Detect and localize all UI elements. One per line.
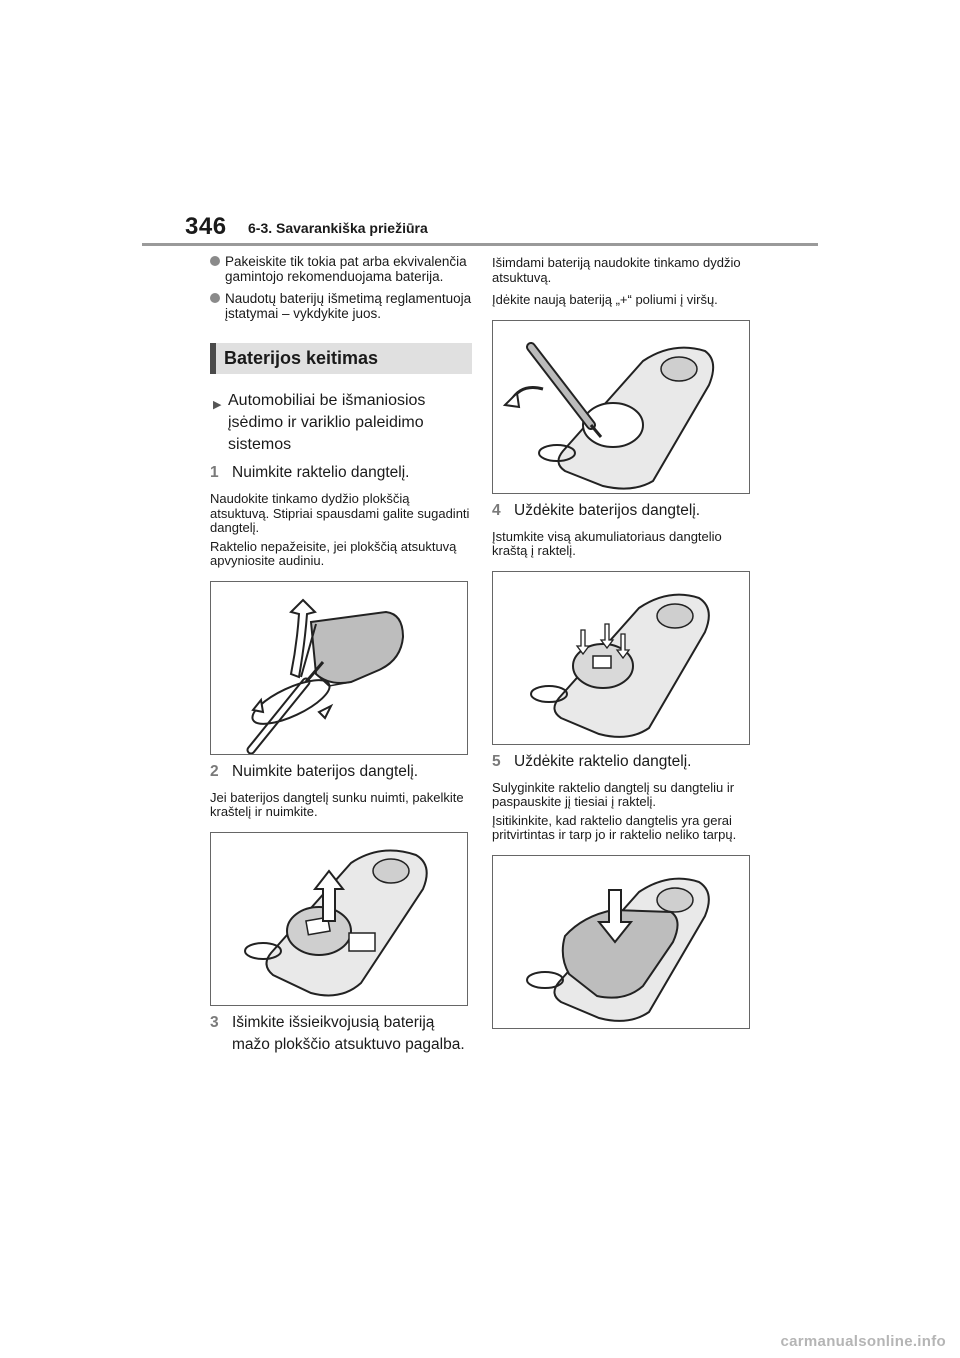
step-title: Išimkite išsieikvojusią bateriją mažo plokščio atsuktuvo pagalba. — [232, 1013, 465, 1053]
battery-cover-insert-illustration — [493, 572, 749, 744]
figure-install-battery-cover — [492, 571, 750, 745]
step-title: Nuimkite raktelio dangtelį. — [232, 464, 410, 481]
figure-remove-key-cover — [210, 581, 468, 755]
section-title-box — [210, 343, 472, 374]
figure-remove-battery — [492, 320, 750, 494]
step-number: 4 — [492, 501, 501, 519]
circle-bullet-icon — [210, 293, 220, 303]
step-note: Raktelio nepažeisite, jei plokščią atsuktuvą apvyniosite audiniu. — [210, 538, 457, 568]
step-number: 2 — [210, 762, 219, 780]
step-5 — [492, 751, 754, 773]
figure-install-key-cover — [492, 855, 750, 1029]
intro-note: Išimdami bateriją naudokite tinkamo dydžio atsuktuvą. — [492, 255, 741, 285]
step-number: 1 — [210, 464, 219, 481]
header-rule — [142, 243, 818, 246]
step-1 — [210, 462, 472, 484]
subheading-text: Automobiliai be išmaniosios įsėdimo ir variklio paleidimo sistemos — [228, 392, 426, 453]
subheading — [210, 390, 472, 456]
step-note: Įstumkite visą akumuliatoriaus dangtelio kraštą į raktelį. — [492, 528, 722, 558]
step-note: Naudokite tinkamo dydžio plokščią atsuktuvą. Stipriai spausdami galite sugadinti dangtelį. — [210, 491, 470, 535]
step-2 — [210, 761, 472, 783]
step-number: 3 — [210, 1013, 219, 1031]
triangle-right-icon: ▶ — [213, 399, 222, 411]
battery-cover-illustration — [211, 833, 467, 1005]
step-number: 5 — [492, 752, 501, 770]
key-cover-press-illustration — [493, 856, 749, 1028]
step-4 — [492, 500, 754, 522]
step-title: Uždėkite baterijos dangtelį. — [514, 501, 701, 519]
right-column — [492, 254, 754, 1029]
watermark: carmanualsonline.info — [780, 1333, 946, 1350]
bullet-text: Pakeiskite tik tokia pat arba ekvivalenčia gamintojo rekomenduojama baterija. — [225, 254, 467, 284]
page-number: 346 — [185, 213, 227, 240]
bullet-item — [210, 254, 472, 284]
intro-note: Įdėkite naują bateriją „+“ poliumi į viršų. — [492, 292, 718, 307]
left-column — [210, 254, 472, 1056]
key-cover-screwdriver-illustration — [211, 582, 467, 754]
battery-screwdriver-illustration — [493, 321, 749, 493]
step-note: Įsitikinkite, kad raktelio dangtelis yra gerai pritvirtintas ir tarp jo ir raktelio neliko tarpų. — [492, 812, 737, 842]
section-title: Baterijos keitimas — [224, 348, 379, 368]
bullet-item — [210, 291, 472, 321]
circle-bullet-icon — [210, 256, 220, 266]
figure-remove-battery-cover — [210, 832, 468, 1006]
step-note: Sulyginkite raktelio dangtelį su dangteliu ir paspauskite jį tiesiai į raktelį. — [492, 779, 735, 809]
step-3 — [210, 1012, 472, 1056]
step-title: Nuimkite baterijos dangtelį. — [232, 762, 419, 780]
step-title: Uždėkite raktelio dangtelį. — [514, 752, 692, 770]
bullet-text: Naudotų baterijų išmetimą reglamentuoja įstatymai – vykdykite juos. — [225, 291, 472, 321]
section-header: 6-3. Savarankiška priežiūra — [248, 220, 428, 236]
step-note: Jei baterijos dangtelį sunku nuimti, pakelkite kraštelį ir nuimkite. — [210, 789, 464, 819]
